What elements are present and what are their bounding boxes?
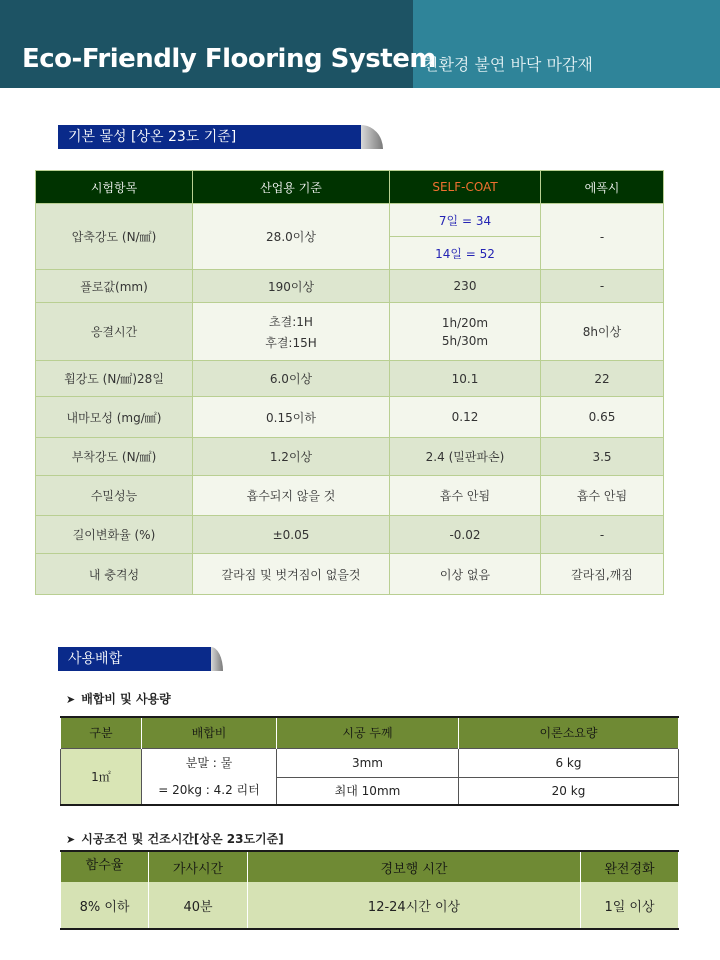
table-cell: - (541, 516, 664, 554)
cure-heading (66, 830, 284, 847)
cure-heading-text: 시공조건 및 건조시간[상온 23도기준] (81, 832, 284, 846)
section-bar-tail (211, 647, 223, 671)
table-cell: 플로값(mm) (36, 270, 193, 303)
properties-table (35, 170, 664, 595)
table-cell (390, 303, 541, 361)
arrow-right-icon: ➤ (66, 693, 76, 706)
cell-line: = 20kg : 4.2 리터 (158, 783, 260, 798)
mix-ratio-heading (66, 690, 171, 707)
mix-ratio-heading-text: 배합비 및 사용량 (81, 692, 171, 706)
table-cell: 1일 이상 (581, 882, 679, 929)
table-cell: -0.02 (390, 516, 541, 554)
section-bar-tail (361, 125, 383, 149)
table-cell: 230 (390, 270, 541, 303)
cure-table (60, 850, 679, 930)
table-cell: 22 (541, 361, 664, 397)
table-cell: 7일 = 34 (390, 204, 541, 237)
col-header-full-cure: 완전경화 (581, 851, 679, 882)
table-cell: 20 kg (459, 777, 679, 805)
table-cell: 수밀성능 (36, 476, 193, 516)
table-cell: 12-24시간 이상 (248, 882, 581, 929)
table-cell: - (541, 204, 664, 270)
table-cell: 응결시간 (36, 303, 193, 361)
col-header-test-item: 시험항목 (36, 171, 193, 204)
table-cell (142, 748, 277, 805)
table-cell: 10.1 (390, 361, 541, 397)
table-cell: 길이변화율 (%) (36, 516, 193, 554)
col-header-moisture: 함수율 (61, 851, 149, 882)
table-cell: 0.65 (541, 397, 664, 438)
col-header-amount: 이론소요량 (459, 717, 679, 748)
table-cell: - (541, 270, 664, 303)
col-header-thickness: 시공 두께 (277, 717, 459, 748)
table-cell: 내 충격성 (36, 554, 193, 595)
col-header-standard: 산업용 기준 (193, 171, 390, 204)
table-cell: 0.12 (390, 397, 541, 438)
section-title-mixing (58, 647, 211, 671)
cell-line: 후결:15H (265, 335, 317, 350)
table-cell: 0.15이하 (193, 397, 390, 438)
table-cell: 내마모성 (mg/㎟) (36, 397, 193, 438)
table-cell: 6 kg (459, 748, 679, 777)
table-cell: 휨강도 (N/㎟)28일 (36, 361, 193, 397)
cell-line: 5h/30m (441, 333, 489, 348)
cell-line: 1h/20m (441, 315, 489, 330)
col-header-ratio: 배합비 (142, 717, 277, 748)
table-cell: 흡수 안됨 (541, 476, 664, 516)
table-cell: 190이상 (193, 270, 390, 303)
col-header-pot-life: 가사시간 (149, 851, 248, 882)
section-title-text: 기본 물성 [상온 23도 기준] (68, 129, 237, 145)
col-header-category: 구분 (61, 717, 142, 748)
table-cell: 흡수되지 않을 것 (193, 476, 390, 516)
section-title-text: 사용배합 (68, 651, 123, 667)
table-cell: 흡수 안됨 (390, 476, 541, 516)
page-subtitle: 친환경 불연 바닥 마감재 (423, 55, 593, 74)
col-header-self-coat: SELF-COAT (390, 171, 541, 204)
table-cell: 이상 없음 (390, 554, 541, 595)
table-cell: 6.0이상 (193, 361, 390, 397)
cell-line: 초결:1H (269, 314, 313, 329)
table-cell: 3.5 (541, 438, 664, 476)
table-cell: 1㎡ (61, 748, 142, 805)
table-cell: 2.4 (밀판파손) (390, 438, 541, 476)
table-cell: 28.0이상 (193, 204, 390, 270)
section-title-basic-properties (58, 125, 361, 149)
table-cell: 최대 10mm (277, 777, 459, 805)
table-cell: 14일 = 52 (390, 237, 541, 270)
table-cell: 8h이상 (541, 303, 664, 361)
col-header-light-traffic: 경보행 시간 (248, 851, 581, 882)
page-header (0, 0, 720, 88)
table-cell: 부착강도 (N/㎟) (36, 438, 193, 476)
table-cell: 압축강도 (N/㎟) (36, 204, 193, 270)
table-cell: 1.2이상 (193, 438, 390, 476)
table-cell (193, 303, 390, 361)
col-header-epoxy: 에폭시 (541, 171, 664, 204)
table-cell: 8% 이하 (61, 882, 149, 929)
table-cell: 40분 (149, 882, 248, 929)
cell-line: 분말 : 물 (185, 756, 233, 771)
arrow-right-icon: ➤ (66, 833, 76, 846)
table-cell: ±0.05 (193, 516, 390, 554)
table-cell: 갈라짐 및 벗겨짐이 없을것 (193, 554, 390, 595)
mix-table (60, 716, 679, 806)
table-cell: 갈라짐,깨짐 (541, 554, 664, 595)
table-cell: 3mm (277, 748, 459, 777)
page-title: Eco-Friendly Flooring System (22, 44, 436, 74)
